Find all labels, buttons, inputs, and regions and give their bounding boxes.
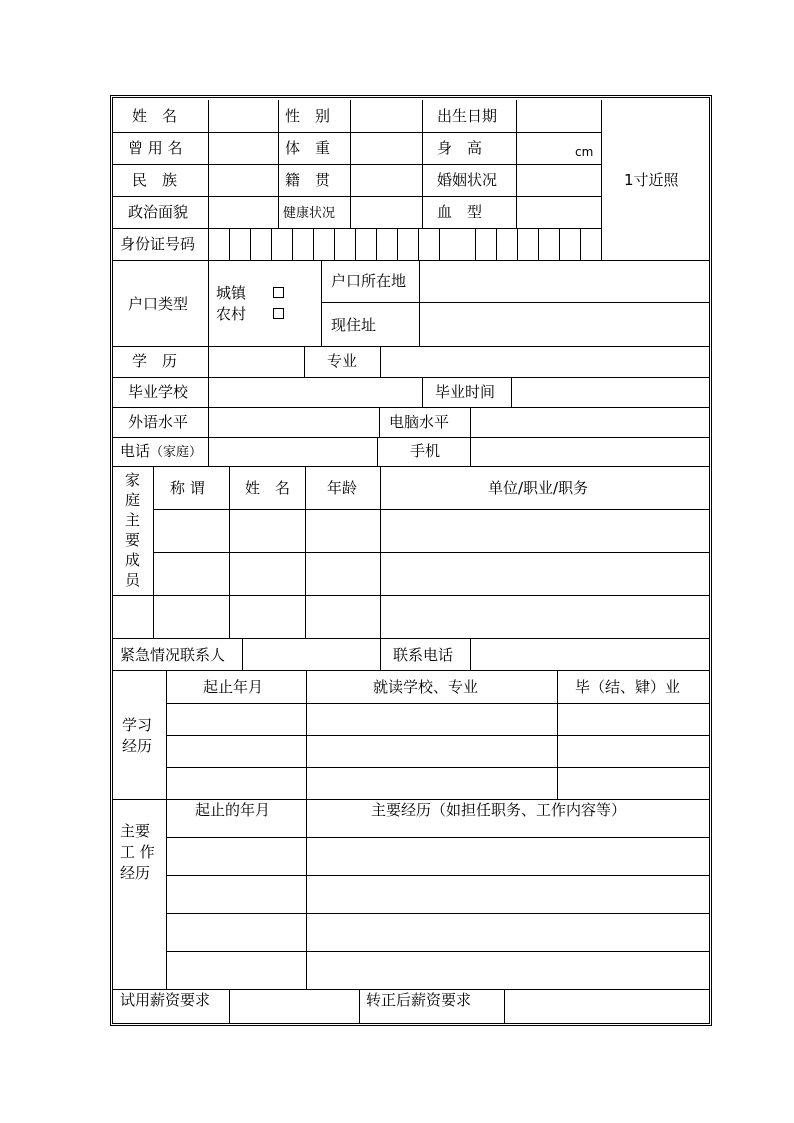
rural-checkbox[interactable] (273, 308, 284, 319)
grid-line (379, 407, 380, 437)
grid-line (229, 989, 230, 1023)
grid-line (305, 466, 306, 638)
grid-line (208, 228, 209, 260)
height-unit: cm (575, 145, 594, 159)
grid-line (418, 228, 419, 260)
gender-label: 性 别 (285, 107, 331, 125)
study-header-status: 毕（结、肄）业 (575, 678, 681, 696)
current-address-label: 现住址 (331, 316, 377, 334)
grid-line (422, 377, 423, 407)
computer-level-label: 电脑水平 (389, 413, 450, 431)
grid-line (250, 228, 251, 260)
home-phone-label (120, 442, 202, 462)
grid-line (166, 875, 709, 876)
study-side-label-line1: 学习 (122, 716, 153, 734)
foreign-language-label: 外语水平 (128, 413, 189, 431)
grid-line (113, 437, 709, 438)
grid-line (153, 509, 709, 510)
grid-line (113, 260, 709, 261)
grid-line (355, 228, 356, 260)
grid-line (504, 989, 505, 1023)
grid-line (113, 638, 709, 639)
grid-line (113, 346, 709, 347)
grid-line (166, 799, 167, 989)
grid-line (496, 228, 497, 260)
grid-line (166, 703, 709, 704)
native-place-label: 籍 贯 (285, 171, 331, 189)
grid-line (321, 260, 322, 346)
grid-line (113, 670, 709, 671)
height-label: 身 高 (437, 139, 483, 157)
name-label: 姓 名 (132, 107, 178, 125)
work-side-label-line3: 经历 (120, 864, 151, 882)
grid-line (380, 466, 381, 638)
household-type-label: 户口类型 (128, 295, 189, 313)
blood-type-label: 血 型 (437, 203, 483, 221)
grid-line (516, 100, 517, 228)
grid-line (419, 260, 420, 346)
employee-registration-form (112, 97, 710, 1024)
grid-line (511, 377, 512, 407)
id-number-label: 身份证号码 (120, 235, 196, 253)
political-status-label: 政治面貌 (128, 203, 189, 221)
grid-line (166, 837, 709, 838)
study-header-school: 就读学校、专业 (373, 678, 479, 696)
grid-line (113, 989, 709, 990)
photo-placeholder: 1寸近照 (624, 171, 679, 189)
grid-line (153, 466, 154, 638)
grid-line (377, 437, 378, 466)
grid-line (278, 100, 279, 228)
family-side-label: 家庭主要成员 (125, 471, 141, 589)
grid-line (113, 407, 709, 408)
weight-label: 体 重 (285, 139, 331, 157)
former-name-label: 曾 用 名 (128, 139, 183, 157)
grid-line (422, 100, 423, 228)
marital-status-label: 婚姻状况 (437, 171, 498, 189)
grid-line (313, 228, 314, 260)
household-location-label: 户口所在地 (331, 272, 407, 290)
household-option-rural: 农村 (216, 305, 247, 323)
grid-line (208, 346, 209, 466)
grid-line (229, 228, 230, 260)
regular-salary-label: 转正后薪资要求 (366, 991, 472, 1009)
grid-line (113, 132, 602, 133)
grid-line (166, 951, 709, 952)
grid-line (559, 228, 560, 260)
grid-line (321, 302, 709, 303)
grid-line (359, 989, 360, 1023)
grid-line (166, 670, 167, 799)
grid-line (397, 228, 398, 260)
grid-line (538, 228, 539, 260)
grid-line (380, 346, 381, 377)
grid-line (229, 466, 230, 638)
mobile-label: 手机 (410, 442, 441, 460)
study-header-period: 起止年月 (203, 678, 264, 696)
grid-line (306, 670, 307, 799)
grid-line (166, 735, 709, 736)
grid-line (470, 407, 471, 466)
grid-line (113, 595, 709, 596)
home-phone-suffix: （家庭） (150, 445, 203, 460)
grid-line (470, 638, 471, 670)
contact-phone-label: 联系电话 (393, 646, 454, 664)
emergency-contact-label: 紧急情况联系人 (120, 646, 226, 664)
household-option-urban: 城镇 (216, 284, 247, 302)
grid-line (350, 100, 351, 228)
major-label: 专业 (327, 352, 358, 370)
grid-line (601, 100, 602, 260)
grid-line (153, 552, 709, 553)
family-header-employer: 单位/职业/职务 (488, 479, 589, 497)
grid-line (306, 799, 307, 989)
grid-line (113, 799, 709, 800)
degree-label: 学 历 (132, 352, 178, 370)
grid-line (113, 377, 709, 378)
grid-line (475, 228, 476, 260)
grid-line (580, 228, 581, 260)
birth-date-label: 出生日期 (437, 107, 498, 125)
school-label: 毕业学校 (128, 383, 189, 401)
urban-checkbox[interactable] (273, 287, 284, 298)
family-header-age: 年龄 (327, 479, 358, 497)
grid-line (208, 260, 209, 346)
family-header-relation: 称 谓 (170, 479, 205, 497)
probation-salary-label: 试用薪资要求 (120, 991, 211, 1009)
grid-line (304, 346, 305, 377)
health-status-label: 健康状况 (283, 206, 336, 221)
grid-line (113, 196, 602, 197)
grid-line (292, 228, 293, 260)
grid-line (271, 228, 272, 260)
grid-line (557, 670, 558, 799)
graduation-time-label: 毕业时间 (435, 383, 496, 401)
grid-line (166, 913, 709, 914)
grid-line (208, 100, 209, 228)
ethnicity-label: 民 族 (132, 171, 178, 189)
study-side-label-line2: 经历 (122, 737, 153, 755)
grid-line (334, 228, 335, 260)
grid-line (113, 466, 709, 467)
grid-line (242, 638, 243, 670)
grid-line (113, 228, 602, 229)
grid-line (376, 228, 377, 260)
work-header-experience: 主要经历（如担任职务、工作内容等） (371, 801, 627, 819)
work-header-period: 起止的年月 (195, 801, 271, 819)
family-header-name: 姓 名 (245, 479, 291, 497)
grid-line (380, 638, 381, 670)
grid-line (113, 164, 602, 165)
work-side-label-line1: 主要 (120, 822, 151, 840)
grid-line (517, 228, 518, 260)
work-side-label-line2: 工 作 (120, 843, 155, 861)
home-phone-prefix: 电话 (120, 442, 151, 460)
grid-line (439, 228, 440, 260)
grid-line (166, 767, 709, 768)
